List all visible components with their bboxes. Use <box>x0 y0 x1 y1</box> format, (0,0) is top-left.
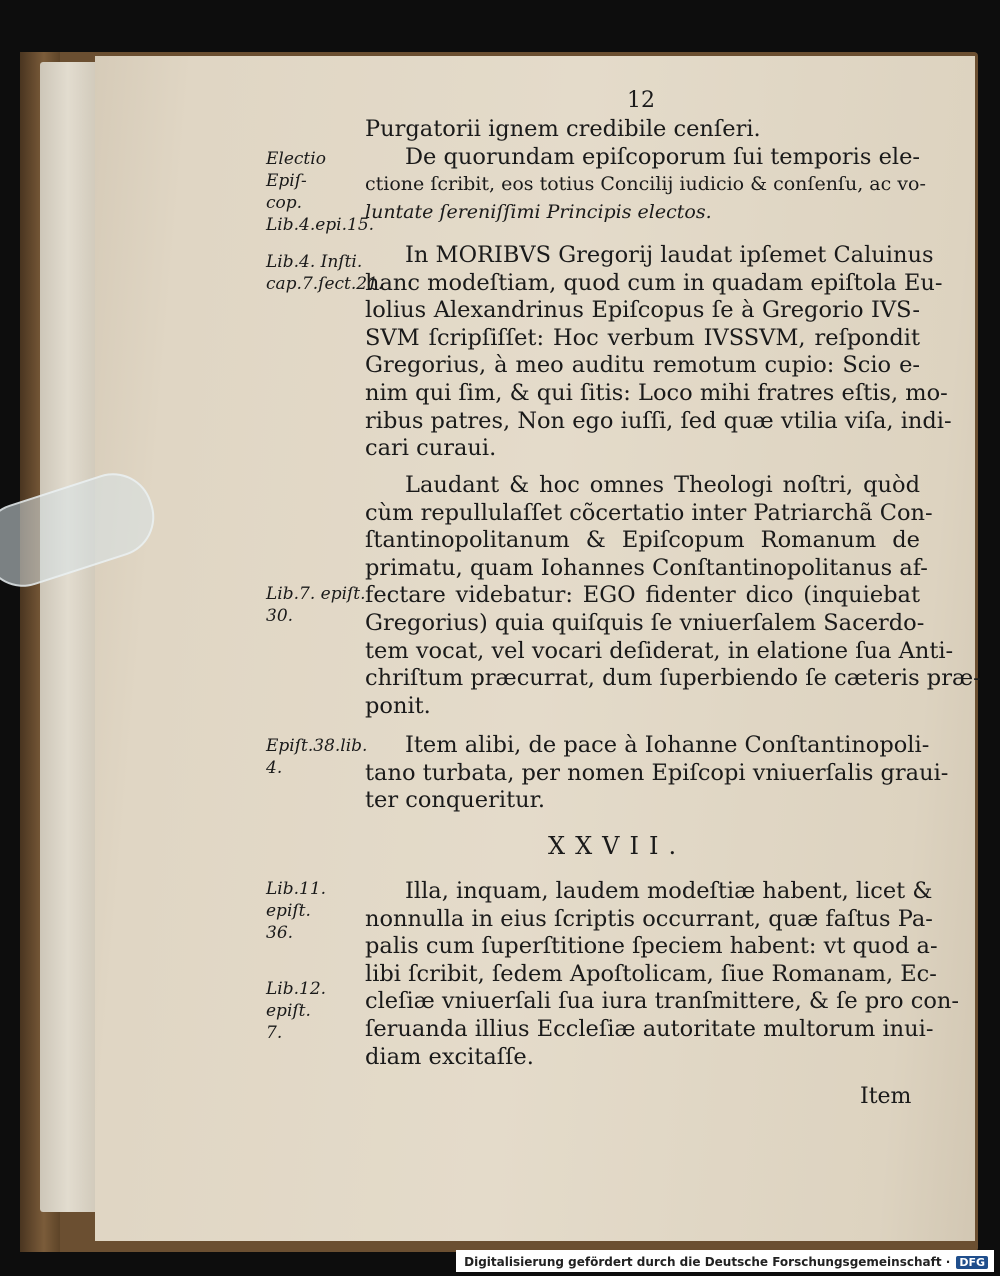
text-line: ctione ſcribit, eos totius Concilij iudicio & conſenſu, ac vo- <box>365 173 926 196</box>
text-line: Gregorius, à meo auditu remotum cupio: Scio e- <box>365 352 920 379</box>
margin-note-1 <box>266 148 375 236</box>
margin-note-4 <box>266 735 371 779</box>
text-line: Purgatorii ignem credibile cenſeri. <box>365 116 761 142</box>
text-line: ribus patres, Non ego iuſſi, ſed quæ vtilia viſa, indi- <box>365 407 952 434</box>
text-line: Gregorius) quia quiſquis ſe vniuerſalem Sacerdo- <box>365 609 925 636</box>
margin-line: 36. <box>266 923 294 943</box>
margin-line: cap.7.ſect.21. <box>266 274 384 294</box>
text-line: ponit. <box>365 692 431 719</box>
margin-line: cop. <box>266 193 303 213</box>
text-line: fectare videbatur: EGO fidenter dico (inquiebat <box>365 582 920 609</box>
text-line: luntate ſereniſſimi Principis electos. <box>365 200 712 223</box>
text-line: libi ſcribit, ſedem Apoſtolicam, ſiue Romanam, Ec- <box>365 960 937 987</box>
text-line: nim qui ſim, & qui ſitis: Loco mihi fratres eſtis, mo- <box>365 379 948 406</box>
text-line: tem vocat, vel vocari deſiderat, in elatione ſua Anti- <box>365 637 954 664</box>
digitization-footer <box>456 1250 994 1272</box>
text-line: cleſiæ vniuerſali ſua iura tranſmittere, & ſe pro con- <box>365 988 959 1015</box>
text-line: chriſtum præcurrat, dum ſuperbiendo ſe cæteris præ- <box>365 665 981 692</box>
text-line: hanc modeſtiam, quod cum in quadam epiſtola Eu- <box>365 269 943 296</box>
text-line: palis cum ſuperſtitione ſpeciem habent: vt quod a- <box>365 933 938 960</box>
margin-line: 4. <box>266 758 283 778</box>
margin-note-6 <box>266 978 371 1044</box>
text-line: cùm repullulaſſet cõcertatio inter Patriarchã Con- <box>365 499 933 526</box>
section-heading: XXVII. <box>548 832 687 860</box>
margin-line: Epiſt.38.lib. <box>266 736 368 756</box>
text-line: primatu, quam Iohannes Conſtantinopolitanus af- <box>365 554 928 581</box>
page-number: 12 <box>627 88 655 113</box>
margin-line: 30. <box>266 606 294 626</box>
text-line: nonnulla in eius ſcriptis occurrant, quæ faſtus Pa- <box>365 905 933 932</box>
text-line: lolius Alexandrinus Epiſcopus ſe à Gregorio IVS- <box>365 297 920 324</box>
text-line: In MORIBVS Gregorij laudat ipſemet Caluinus <box>405 242 934 268</box>
paragraph-5 <box>365 878 959 1071</box>
text-line: cari curaui. <box>365 435 497 462</box>
dfg-logo-icon: DFG <box>956 1256 988 1269</box>
text-line: Item alibi, de pace à Iohanne Conſtantinopoli- <box>405 732 930 758</box>
paragraph-2 <box>365 242 952 463</box>
margin-line: Lib.7. epiſt. <box>266 584 366 604</box>
margin-line: Lib.4. Inſti. <box>266 252 363 272</box>
text-line: Illa, inquam, laudem modeſtiæ habent, licet & <box>405 878 933 904</box>
footer-text: Digitalisierung gefördert durch die Deutsche Forschungsgemeinschaft · <box>464 1255 951 1269</box>
paragraph-4 <box>365 732 949 815</box>
margin-line: Lib.11. epiſt. <box>266 879 327 921</box>
text-line: diam excitaſſe. <box>365 1043 534 1070</box>
text-line: SVM ſcripſiſſet: Hoc verbum IVSSVM, reſpondit <box>365 324 920 351</box>
text-line: De quorundam epiſcoporum ſui temporis ele- <box>405 143 920 170</box>
paragraph-3 <box>365 472 981 720</box>
paragraph-1 <box>365 116 926 226</box>
margin-note-3 <box>266 583 371 627</box>
text-line: tano turbata, per nomen Epiſcopi vniuerſalis graui- <box>365 759 949 786</box>
margin-note-5 <box>266 878 371 944</box>
text-line: ter conqueritur. <box>365 787 546 814</box>
margin-line: Electio Epiſ- <box>266 149 326 191</box>
margin-note-2 <box>266 251 384 295</box>
text-line: ſtantinopolitanum & Epiſcopum Romanum de <box>365 527 920 554</box>
margin-line: Lib.4.epi.15. <box>266 215 375 235</box>
text-line: ſeruanda illius Eccleſiæ autoritate multorum inui- <box>365 1015 934 1042</box>
margin-line: 7. <box>266 1023 283 1043</box>
margin-line: Lib.12. epiſt. <box>266 979 327 1021</box>
catchword: Item <box>860 1084 912 1109</box>
text-line: Laudant & hoc omnes Theologi noſtri, quòd <box>405 472 920 498</box>
